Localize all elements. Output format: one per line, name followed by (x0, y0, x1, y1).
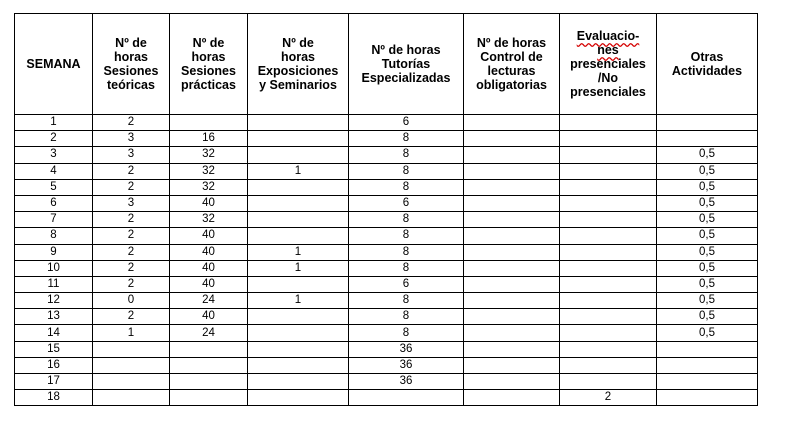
cell-semana: 16 (15, 357, 93, 373)
cell-practicas (170, 357, 248, 373)
table-row (15, 131, 758, 147)
table-row (15, 212, 758, 228)
cell-otras: 0,5 (657, 195, 758, 211)
cell-practicas (170, 374, 248, 390)
cell-teoricas: 2 (93, 228, 170, 244)
cell-lecturas (464, 260, 560, 276)
cell-practicas: 32 (170, 212, 248, 228)
cell-teoricas (93, 374, 170, 390)
header-otras-actividades (657, 14, 758, 115)
cell-otras: 0,5 (657, 228, 758, 244)
table-header (15, 14, 758, 115)
table-body (15, 115, 758, 406)
cell-exposiciones: 1 (248, 244, 349, 260)
header-line: horas (113, 50, 149, 64)
cell-exposiciones (248, 309, 349, 325)
header-line: Sesiones (103, 64, 159, 78)
cell-practicas (170, 390, 248, 406)
cell-semana: 9 (15, 244, 93, 260)
cell-practicas (170, 341, 248, 357)
cell-semana: 15 (15, 341, 93, 357)
cell-exposiciones (248, 115, 349, 131)
cell-exposiciones (248, 147, 349, 163)
cell-evaluaciones (560, 260, 657, 276)
cell-exposiciones (248, 276, 349, 292)
cell-tutorias: 8 (349, 131, 464, 147)
cell-otras (657, 131, 758, 147)
header-line: Nº de (115, 36, 147, 50)
cell-otras: 0,5 (657, 260, 758, 276)
cell-teoricas: 2 (93, 115, 170, 131)
cell-practicas: 40 (170, 228, 248, 244)
header-line: y Seminarios (259, 78, 337, 92)
table-row (15, 228, 758, 244)
cell-practicas: 40 (170, 195, 248, 211)
header-line: Nº de (192, 36, 225, 50)
cell-tutorias: 8 (349, 260, 464, 276)
cell-practicas: 40 (170, 309, 248, 325)
cell-evaluaciones (560, 195, 657, 211)
cell-tutorias: 36 (349, 357, 464, 373)
cell-exposiciones (248, 341, 349, 357)
cell-evaluaciones (560, 276, 657, 292)
cell-teoricas (93, 341, 170, 357)
header-line: Nº de horas (476, 36, 547, 50)
cell-evaluaciones (560, 357, 657, 373)
cell-exposiciones: 1 (248, 260, 349, 276)
cell-otras (657, 374, 758, 390)
cell-tutorias: 8 (349, 163, 464, 179)
header-line: Nº de horas (371, 43, 441, 57)
cell-lecturas (464, 163, 560, 179)
header-line: Especializadas (361, 71, 451, 85)
cell-otras: 0,5 (657, 163, 758, 179)
cell-tutorias: 6 (349, 115, 464, 131)
cell-lecturas (464, 244, 560, 260)
cell-exposiciones (248, 179, 349, 195)
header-line: teóricas (107, 78, 155, 92)
cell-semana: 4 (15, 163, 93, 179)
cell-exposiciones (248, 212, 349, 228)
weekly-hours-table (14, 13, 758, 406)
header-line: /No (597, 71, 619, 85)
cell-exposiciones (248, 228, 349, 244)
cell-teoricas (93, 390, 170, 406)
cell-practicas (170, 115, 248, 131)
cell-lecturas (464, 115, 560, 131)
cell-evaluaciones (560, 244, 657, 260)
cell-tutorias: 8 (349, 309, 464, 325)
cell-tutorias: 36 (349, 374, 464, 390)
cell-exposiciones (248, 374, 349, 390)
cell-otras: 0,5 (657, 244, 758, 260)
cell-practicas: 32 (170, 163, 248, 179)
cell-evaluaciones (560, 325, 657, 341)
header-exposiciones-seminarios (248, 14, 349, 115)
cell-teoricas: 2 (93, 163, 170, 179)
cell-tutorias: 6 (349, 195, 464, 211)
cell-semana: 17 (15, 374, 93, 390)
cell-teoricas: 2 (93, 276, 170, 292)
cell-semana: 10 (15, 260, 93, 276)
cell-otras: 0,5 (657, 147, 758, 163)
header-line: Tutorías (381, 57, 431, 71)
header-line: Exposiciones (257, 64, 339, 78)
cell-otras: 0,5 (657, 212, 758, 228)
cell-exposiciones (248, 390, 349, 406)
cell-semana: 2 (15, 131, 93, 147)
cell-teoricas: 3 (93, 131, 170, 147)
cell-semana: 7 (15, 212, 93, 228)
header-line: presenciales (570, 85, 646, 99)
cell-lecturas (464, 293, 560, 309)
cell-semana: 5 (15, 179, 93, 195)
cell-otras (657, 390, 758, 406)
cell-semana: 8 (15, 228, 93, 244)
cell-exposiciones (248, 131, 349, 147)
cell-tutorias: 8 (349, 325, 464, 341)
cell-teoricas: 2 (93, 260, 170, 276)
table-row (15, 163, 758, 179)
cell-practicas: 40 (170, 260, 248, 276)
cell-exposiciones: 1 (248, 163, 349, 179)
cell-evaluaciones (560, 212, 657, 228)
cell-tutorias (349, 390, 464, 406)
cell-teoricas: 1 (93, 325, 170, 341)
header-line: prácticas (181, 78, 236, 92)
cell-lecturas (464, 276, 560, 292)
header-line: Control de (480, 50, 543, 64)
cell-lecturas (464, 341, 560, 357)
cell-semana: 12 (15, 293, 93, 309)
cell-teoricas: 2 (93, 179, 170, 195)
cell-practicas: 32 (170, 147, 248, 163)
cell-tutorias: 8 (349, 147, 464, 163)
table-row (15, 293, 758, 309)
header-line: Evaluacio- (576, 29, 640, 43)
cell-practicas: 16 (170, 131, 248, 147)
cell-evaluaciones (560, 374, 657, 390)
table-row (15, 276, 758, 292)
cell-evaluaciones (560, 115, 657, 131)
cell-semana: 13 (15, 309, 93, 325)
table-row (15, 390, 758, 406)
header-line: Nº de (282, 36, 314, 50)
header-line: SEMANA (26, 57, 81, 71)
cell-teoricas: 3 (93, 195, 170, 211)
cell-teoricas: 2 (93, 309, 170, 325)
cell-practicas: 24 (170, 325, 248, 341)
cell-evaluaciones (560, 309, 657, 325)
cell-lecturas (464, 179, 560, 195)
cell-lecturas (464, 212, 560, 228)
table-row (15, 179, 758, 195)
cell-practicas: 24 (170, 293, 248, 309)
header-semana (15, 14, 93, 115)
header-sesiones-teoricas (93, 14, 170, 115)
table-row (15, 147, 758, 163)
header-line: horas (280, 50, 316, 64)
table-row (15, 309, 758, 325)
cell-semana: 14 (15, 325, 93, 341)
cell-evaluaciones (560, 163, 657, 179)
header-sesiones-practicas (170, 14, 248, 115)
header-line: nes (597, 43, 619, 57)
cell-lecturas (464, 228, 560, 244)
cell-otras: 0,5 (657, 293, 758, 309)
cell-tutorias: 8 (349, 228, 464, 244)
cell-teoricas: 2 (93, 244, 170, 260)
cell-otras (657, 357, 758, 373)
cell-evaluaciones (560, 228, 657, 244)
cell-evaluaciones (560, 293, 657, 309)
cell-exposiciones (248, 325, 349, 341)
cell-practicas: 40 (170, 244, 248, 260)
cell-lecturas (464, 357, 560, 373)
header-evaluaciones (560, 14, 657, 115)
cell-teoricas (93, 357, 170, 373)
cell-semana: 6 (15, 195, 93, 211)
table-row (15, 357, 758, 373)
cell-evaluaciones (560, 147, 657, 163)
table-row (15, 115, 758, 131)
table-row (15, 244, 758, 260)
table-row (15, 260, 758, 276)
cell-otras (657, 115, 758, 131)
header-control-lecturas (464, 14, 560, 115)
header-tutorias-especializadas (349, 14, 464, 115)
cell-otras: 0,5 (657, 309, 758, 325)
cell-lecturas (464, 309, 560, 325)
cell-otras: 0,5 (657, 179, 758, 195)
cell-tutorias: 36 (349, 341, 464, 357)
cell-otras: 0,5 (657, 325, 758, 341)
cell-teoricas: 0 (93, 293, 170, 309)
cell-lecturas (464, 131, 560, 147)
cell-lecturas (464, 374, 560, 390)
cell-semana: 1 (15, 115, 93, 131)
table-row (15, 325, 758, 341)
cell-semana: 3 (15, 147, 93, 163)
cell-evaluaciones (560, 131, 657, 147)
cell-lecturas (464, 325, 560, 341)
cell-lecturas (464, 195, 560, 211)
cell-evaluaciones (560, 341, 657, 357)
header-line: Actividades (671, 64, 743, 78)
header-row (15, 14, 758, 115)
cell-teoricas: 2 (93, 212, 170, 228)
header-line: presenciales (570, 57, 646, 71)
cell-lecturas (464, 147, 560, 163)
cell-tutorias: 8 (349, 179, 464, 195)
cell-exposiciones (248, 357, 349, 373)
cell-evaluaciones: 2 (560, 390, 657, 406)
cell-tutorias: 6 (349, 276, 464, 292)
cell-practicas: 40 (170, 276, 248, 292)
header-line: obligatorias (476, 78, 547, 92)
cell-semana: 18 (15, 390, 93, 406)
cell-teoricas: 3 (93, 147, 170, 163)
cell-exposiciones: 1 (248, 293, 349, 309)
header-line: lecturas (487, 64, 536, 78)
cell-otras: 0,5 (657, 276, 758, 292)
cell-tutorias: 8 (349, 244, 464, 260)
table-row (15, 341, 758, 357)
cell-tutorias: 8 (349, 212, 464, 228)
cell-lecturas (464, 390, 560, 406)
header-line: horas (191, 50, 226, 64)
cell-semana: 11 (15, 276, 93, 292)
cell-practicas: 32 (170, 179, 248, 195)
header-line: Sesiones (181, 64, 236, 78)
cell-evaluaciones (560, 179, 657, 195)
header-line: Otras (690, 50, 724, 64)
table-row (15, 195, 758, 211)
cell-otras (657, 341, 758, 357)
cell-exposiciones (248, 195, 349, 211)
cell-tutorias: 8 (349, 293, 464, 309)
table-row (15, 374, 758, 390)
